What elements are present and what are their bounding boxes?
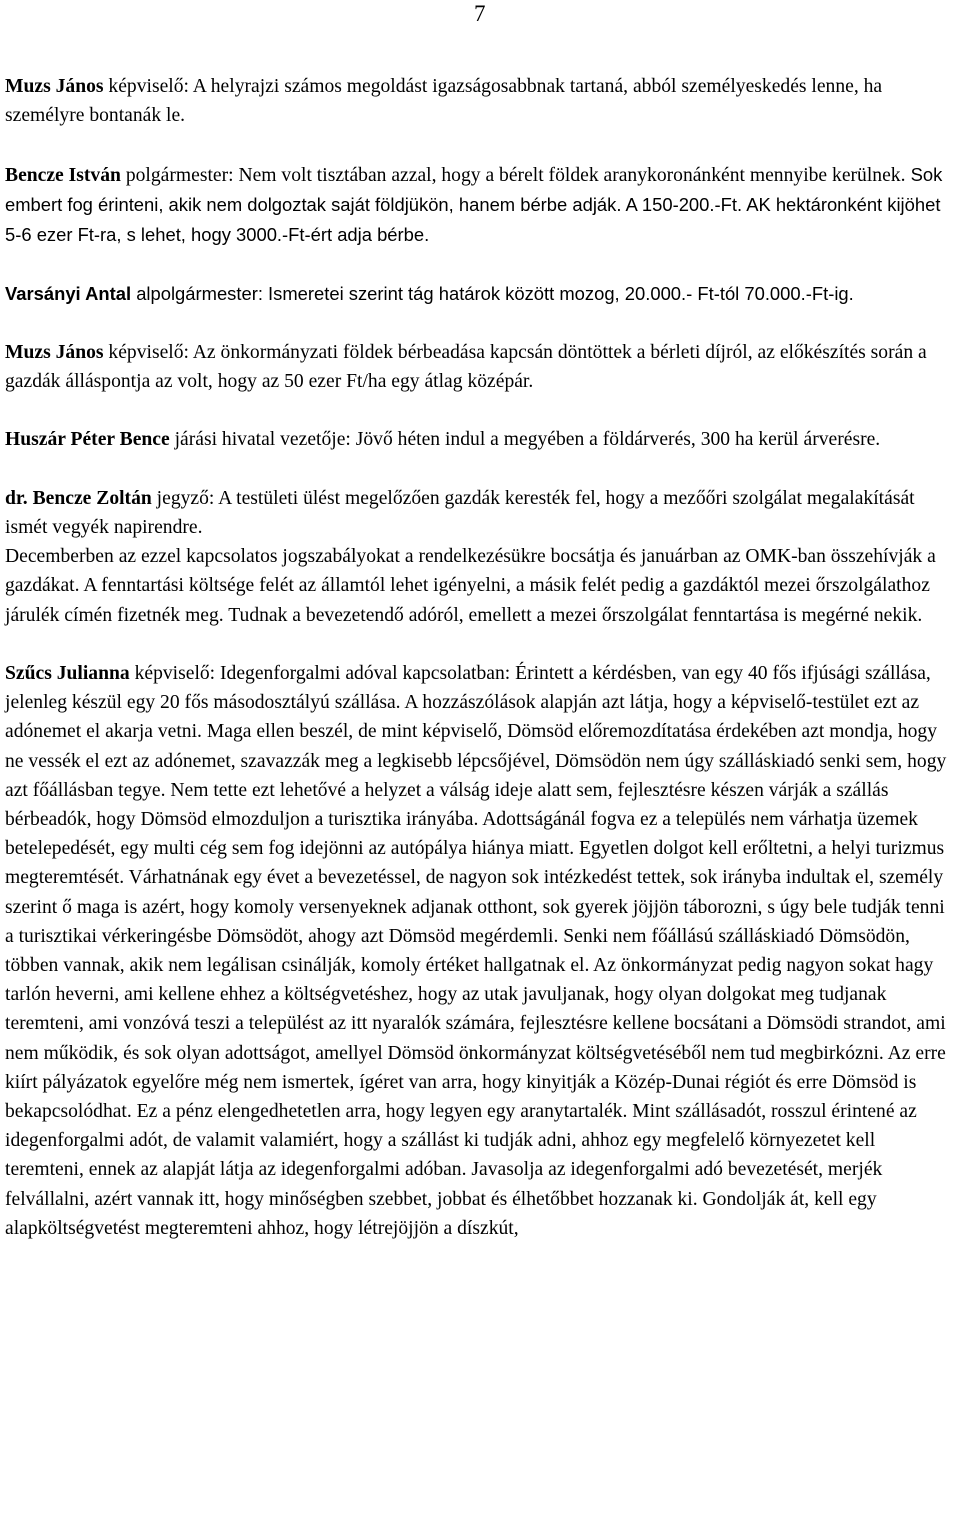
paragraph-text: polgármester: Nem volt tisztában azzal, hogy a bérelt földek aranykoronánként mennyibe kerülnek. — [120, 164, 906, 186]
paragraph-bencze-zoltan — [5, 484, 957, 542]
paragraph-text: képviselő: A helyrajzi számos megoldást igazságosabbnak tartaná, abból személyeskedés lenne, ha személyre bontanák le. — [5, 76, 883, 127]
paragraph-bencze-zoltan-cont — [5, 542, 957, 630]
paragraph-text: jegyző: A testületi ülést megelőzően gazdák keresték fel, hogy a mezőőri szolgálat megalakítását ismét vegyék napirendre. — [5, 487, 915, 538]
paragraph-text: képviselő: Az önkormányzati földek bérbeadása kapcsán döntöttek a bérleti díjról, az előkészítés során a gazdák álláspontja az volt, hogy az 50 ezer Ft/ha egy átlag középár. — [5, 341, 927, 392]
speaker-name: Bencze Zoltán — [32, 487, 152, 509]
paragraph-text: képviselő: Idegenforgalmi adóval kapcsolatban: Érintett a kérdésben, van egy 40 fős ifjúsági szállása, jelenleg készül egy 20 fős másodosztályú szállása. A hozzászólások alapján azt látja, hogy a képviselő-testület ezt az adónemet el akarja vetni. Maga ellen beszél, de mint képviselő, Dömsöd előremozdítatása érdekében azt mondja, hogy ne vessék el ezt az adónemet, szavazzák meg a legkisebb lépcsőjével, Dömsödön nem úgy szálláskiadó senki sem, hogy azt főállásban tegye. Nem tette ezt lehetővé a helyzet a válság ideje alatt sem, fejlesztésre készen várják a szállás bérbeadók, hogy Dömsöd elmozduljon a turisztika irányába. Adottságánál fogva ez a település nem várhatja üzemek betelepedését, egy multi cég sem fog idejönni az autópálya hiánya miatt. Egyetlen dolgot kell erőltetni, a helyi turizmus megteremtését. Várhatnának egy évet a bevezetéssel, de nagyon sok intézkedést tettek, sok irányba indultak el, személy szerint ő maga is azért, hogy komoly versenyeknek adjanak otthont, sok gyerek jöjjön táborozni, s úgy bele tudják tenni a turisztikai vérkeringésbe Dömsödöt, ahogy azt Dömsöd megérdemli. Senki nem főállású szálláskiadó Dömsödön, többen vannak, akik nem legálisan csinálják, komoly értéket hallgatnak el. Az önkormányzat pedig nagyon sokat hagy tarlón heverni, ami kellene ehhez a költségvetéshez, hogy az utak javuljanak, hogy olyan dolgokat meg tudjanak teremteni, ami vonzóvá teszi a települést az itt nyaralók számára, fejlesztésre kellene bocsátani a Dömsödi strandot, ami nem működik, és sok olyan adottságot, amellyel Dömsöd önkormányzat költségvetéséből nem tud megbirkózni. Az erre kiírt pályázatok egyelőre még nem ismertek, ígéret van arra, hogy kinyitják a Közép-Dunai régiót és erre Dömsöd is bekapcsolódhat. Ez a pénz elengedhetetlen arra, hogy legyen egy aranytartalék. Mint szállásadót, rosszul érintené az idegenforgalmi adót, de valamit valamiért, hogy a szállást ki tudják adni, ahhoz egy megfelelő környezetet kell teremteni, ennek az alapját látja az idegenforgalmi adóban. Javasolja az idegenforgalmi adó bevezetését, merjék felvállalni, azért vannak itt, hogy minőségben szebbet, jobbat és élhetőbbet hozzanak ki. Gondolják át, kell egy alapköltségvetést megteremteni ahhoz, hogy létrejöjjön a díszkút, — [5, 662, 947, 1239]
document-body — [5, 72, 957, 1243]
paragraph-text-sans-2: AK hektáronként kijöhet 5-6 ezer Ft-ra, s lehet, hogy 3000.-Ft-ért adja bérbe. — [5, 193, 941, 245]
speaker-prefix: dr. — [5, 487, 33, 509]
paragraph-text-sans: Sok embert fog érinteni, akik nem dolgoztak saját földjükön, hanem bérbe adják. A 150-200.-Ft. — [5, 163, 943, 215]
paragraph-bencze-istvan — [5, 160, 957, 251]
paragraph-text: járási hivatal vezetője: Jövő héten indul a megyében a földárverés, 300 ha kerül árverésre. — [169, 429, 881, 451]
paragraph-huszar — [5, 425, 957, 454]
paragraph-varsanyi — [5, 279, 957, 308]
page-number: 7 — [474, 1, 486, 26]
speaker-name: Huszár Péter Bence — [5, 429, 170, 451]
speaker-name: Muzs János — [5, 341, 104, 363]
paragraph-muzs-1 — [5, 72, 957, 130]
speaker-name: Szűcs Julianna — [5, 662, 130, 684]
paragraph-text: alpolgármester: Ismeretei szerint tág határok között mozog, 20.000.- Ft-tól 70.000.-Ft-ig. — [131, 283, 854, 305]
paragraph-muzs-2 — [5, 338, 957, 396]
speaker-name: Muzs János — [5, 76, 104, 97]
paragraph-text: Decemberben az ezzel kapcsolatos jogszabályokat a rendelkezésükre bocsátja és januárban az OMK-ban összehívják a gazdákat. A fenntartási költsége felét az államtól lehet igényelni, a másik felét pedig a gazdáktól mezei őrszolgálathoz járulék címén fizetnék meg. Tudnak a bevezetendő adóról, emellett a mezei őrszolgálat fenntartása is megérné nekik. — [5, 546, 936, 626]
speaker-name: Bencze István — [5, 164, 121, 186]
speaker-name: Varsányi Antal — [5, 283, 132, 305]
paragraph-szucs — [5, 659, 957, 1243]
